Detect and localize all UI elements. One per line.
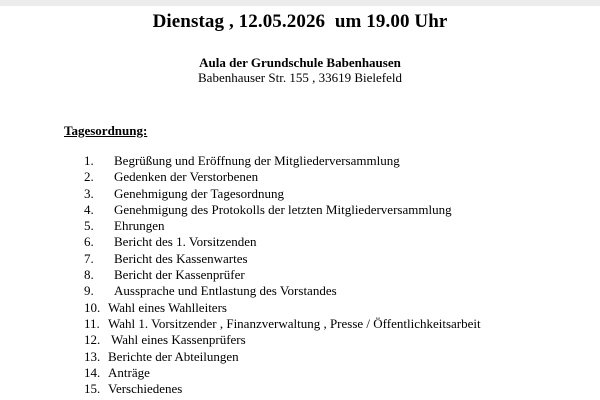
agenda-item-number: 3.	[84, 185, 94, 201]
agenda-item	[0, 283, 600, 299]
agenda-item-text: Bericht der Kassenprüfer	[114, 267, 245, 283]
agenda-item-text: Ehrungen	[114, 218, 165, 234]
meeting-title: Dienstag , 12.05.2026 um 19.00 Uhr	[152, 11, 448, 32]
agenda-item-text: Berichte der Abteilungen	[108, 348, 239, 364]
agenda-item-number: 6.	[84, 234, 94, 250]
agenda-item-number: 4.	[84, 201, 94, 217]
agenda-item	[0, 218, 600, 234]
agenda-item-number: 5.	[84, 218, 94, 234]
agenda-item	[0, 234, 600, 250]
agenda-item-number: 11.	[84, 315, 100, 331]
venue-name: Aula der Grundschule Babenhausen	[199, 55, 401, 70]
agenda-item-text: Genehmigung des Protokolls der letzten Mitgliederversammlung	[114, 201, 452, 217]
agenda-item	[0, 267, 600, 283]
agenda-item-number: 7.	[84, 250, 94, 266]
agenda-item	[0, 186, 600, 202]
agenda-item	[0, 381, 600, 397]
agenda-item	[0, 332, 600, 348]
venue-address: Babenhauser Str. 155 , 33619 Bielefeld	[198, 70, 402, 85]
agenda-item-text: Verschiedenes	[108, 381, 183, 397]
agenda-item	[0, 153, 600, 169]
agenda-item-text: Bericht des 1. Vorsitzenden	[114, 234, 257, 250]
agenda-item-text: Aussprache und Entlastung des Vorstandes	[114, 283, 337, 299]
agenda-item	[0, 251, 600, 267]
agenda-item-number: 14.	[84, 364, 101, 380]
agenda-item	[0, 202, 600, 218]
agenda-item-text: Genehmigung der Tagesordnung	[114, 185, 284, 201]
agenda-item	[0, 316, 600, 332]
agenda-item-text: Begrüßung und Eröffnung der Mitgliederversammlung	[114, 153, 400, 168]
agenda-item-text: Gedenken der Verstorbenen	[114, 169, 259, 185]
agenda-item-number: 8.	[84, 267, 94, 283]
agenda-item-number: 13.	[84, 348, 101, 364]
agenda-item-text: Wahl eines Wahlleiters	[108, 299, 227, 315]
agenda-item	[0, 365, 600, 381]
agenda-item	[0, 349, 600, 365]
agenda-item-text: Wahl eines Kassenprüfers	[111, 332, 246, 348]
agenda-item	[0, 300, 600, 316]
agenda-item-number: 15.	[84, 381, 101, 397]
agenda-item-text: Wahl 1. Vorsitzender , Finanzverwaltung , Presse / Öffentlichkeitsarbeit	[108, 315, 481, 331]
agenda-item-number: 10.	[84, 299, 101, 315]
document-page	[0, 6, 600, 400]
agenda-item-number: 12.	[84, 332, 101, 348]
agenda-item-number: 1.	[84, 153, 94, 168]
agenda-item-number: 2.	[84, 169, 94, 185]
agenda-list	[0, 153, 600, 397]
agenda-item-text: Anträge	[108, 364, 150, 380]
agenda-item	[0, 169, 600, 185]
agenda-item-number: 9.	[84, 283, 94, 299]
agenda-heading: Tagesordnung:	[64, 123, 148, 138]
agenda-item-text: Bericht des Kassenwartes	[114, 250, 248, 266]
